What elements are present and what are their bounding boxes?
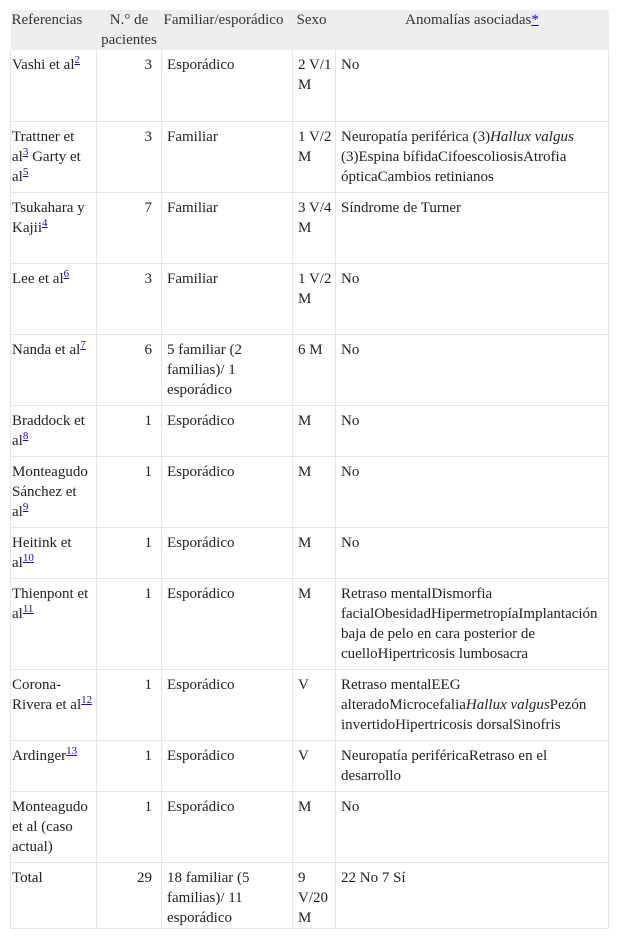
ano-cell: No: [336, 527, 609, 578]
sex-cell: 6 M: [293, 334, 336, 405]
fam-cell: Familiar: [162, 263, 293, 334]
fam-cell: Esporádico: [162, 527, 293, 578]
num-cell: 1: [97, 740, 162, 791]
num-cell: 1: [97, 456, 162, 527]
ref-link[interactable]: 4: [42, 216, 48, 229]
ano-cell: Neuropatía periféricaRetraso en el desarrollo: [336, 740, 609, 791]
num-cell: 1: [97, 527, 162, 578]
ano-cell: [336, 669, 609, 740]
ref-text: Tsukahara y Kajii: [12, 199, 85, 236]
ref-text: Nanda et al: [12, 341, 81, 358]
ref-text-2: Garty et al: [12, 148, 81, 185]
ref-link[interactable]: 13: [66, 744, 78, 757]
table-row: [11, 578, 609, 669]
ref-cell: [11, 334, 97, 405]
fam-cell: 18 familiar (5 familias)/ 11 esporádico: [162, 862, 293, 928]
ref-cell: [11, 740, 97, 791]
ano-cell: No: [336, 50, 609, 121]
ano-cell: 22 No 7 Sí: [336, 862, 609, 928]
fam-cell: Familiar: [162, 192, 293, 263]
ano-text-a: Neuropatía periférica (3): [341, 128, 491, 145]
ano-text-italic: Hallux valgus: [490, 128, 574, 145]
ano-cell: No: [336, 791, 609, 862]
ref-link[interactable]: 11: [22, 602, 34, 615]
table-row: [11, 334, 609, 405]
ref-link[interactable]: 2: [74, 54, 80, 66]
sex-cell: M: [293, 527, 336, 578]
header-anomalias: [336, 10, 609, 50]
ano-cell: No: [336, 405, 609, 456]
fam-cell: Esporádico: [162, 50, 293, 121]
num-cell: 1: [97, 791, 162, 862]
ref-cell: [11, 669, 97, 740]
fam-cell: Esporádico: [162, 578, 293, 669]
fam-cell: Esporádico: [162, 740, 293, 791]
table-row: [11, 405, 609, 456]
header-num-pacientes: N.° de pacientes: [97, 10, 162, 50]
ref-cell: [11, 50, 97, 121]
ref-text: Lee et al: [12, 270, 64, 287]
sex-cell: 2 V/1 M: [293, 50, 336, 121]
ano-cell: No: [336, 334, 609, 405]
sex-cell: 9 V/20 M: [293, 862, 336, 928]
ref-cell: [11, 456, 97, 527]
sex-cell: 1 V/2 M: [293, 121, 336, 192]
header-familiar-esporadico: Familiar/esporádico: [162, 10, 293, 50]
ref-link[interactable]: 9: [22, 500, 29, 513]
fam-cell: Esporádico: [162, 405, 293, 456]
sex-cell: V: [293, 740, 336, 791]
num-cell: 29: [97, 862, 162, 928]
fam-cell: 5 familiar (2 familias)/ 1 esporádico: [162, 334, 293, 405]
num-cell: 1: [97, 669, 162, 740]
footnote-link[interactable]: *: [531, 12, 539, 28]
header-referencias: Referencias: [11, 10, 97, 50]
fam-cell: Esporádico: [162, 456, 293, 527]
ref-cell: [11, 192, 97, 263]
ref-link[interactable]: 3: [22, 145, 29, 158]
sex-cell: M: [293, 578, 336, 669]
ref-text: Heitink et al: [12, 534, 72, 571]
ref-cell: Total: [11, 862, 97, 928]
ano-cell: No: [336, 456, 609, 527]
num-cell: 3: [97, 263, 162, 334]
ref-text: Corona-Rivera et al: [12, 676, 82, 713]
fam-cell: Esporádico: [162, 669, 293, 740]
ref-link[interactable]: 7: [80, 338, 86, 351]
ref-cell: [11, 263, 97, 334]
ref-link[interactable]: 12: [81, 693, 93, 706]
ref-text: Thienpont et al: [12, 585, 89, 622]
num-cell: 1: [97, 578, 162, 669]
sex-cell: V: [293, 669, 336, 740]
num-cell: 6: [97, 334, 162, 405]
sex-cell: 1 V/2 M: [293, 263, 336, 334]
ano-text-c: Pezón invertidoHipertricosis dorsalSinofris: [341, 696, 587, 733]
ref-text: Monteagudo Sánchez et al: [12, 463, 88, 520]
ano-cell: Retraso mentalDismorfia facialObesidadHipermetropíaImplantación baja de pelo en cara posterior de cuelloHipertricosis lumbosacra: [336, 578, 609, 669]
ano-cell: Síndrome de Turner: [336, 192, 609, 263]
ano-text-a: Retraso mentalEEG alteradoMicrocefalia: [341, 676, 466, 713]
ano-text-italic: Hallux valgus: [465, 696, 550, 713]
ano-cell: [336, 121, 609, 192]
num-cell: 3: [97, 50, 162, 121]
table-row: [11, 50, 609, 121]
table-row: [11, 669, 609, 740]
ref-link[interactable]: 6: [63, 267, 70, 280]
table-row: [11, 263, 609, 334]
fam-cell: Esporádico: [162, 791, 293, 862]
num-cell: 3: [97, 121, 162, 192]
ref-text: Vashi et al: [12, 57, 75, 73]
ref-text: Braddock et al: [12, 412, 85, 449]
ano-text-c: (3)Espina bífidaCifoescoliosisAtrofia ópticaCambios retinianos: [341, 148, 567, 185]
header-sexo: Sexo: [293, 10, 336, 50]
ref-link[interactable]: 8: [22, 429, 29, 442]
ref-cell: [11, 527, 97, 578]
ref-cell: Monteagudo et al (caso actual): [11, 791, 97, 862]
table-row-total: [11, 862, 609, 928]
references-table: [10, 10, 609, 929]
table-row: [11, 456, 609, 527]
ano-cell: No: [336, 263, 609, 334]
ref-cell: [11, 121, 97, 192]
num-cell: 1: [97, 405, 162, 456]
ref-link-2[interactable]: 5: [22, 165, 29, 178]
ref-link[interactable]: 10: [22, 551, 34, 564]
ref-cell: [11, 405, 97, 456]
table-row: [11, 791, 609, 862]
table-row: [11, 527, 609, 578]
fam-cell: Familiar: [162, 121, 293, 192]
header-anomalias-label: Anomalías asociadas: [405, 12, 532, 28]
ref-cell: [11, 578, 97, 669]
header-row: [11, 10, 609, 50]
sex-cell: M: [293, 405, 336, 456]
table-row: [11, 121, 609, 192]
table-row: [11, 192, 609, 263]
sex-cell: M: [293, 791, 336, 862]
ref-text: Ardinger: [12, 747, 67, 764]
sex-cell: 3 V/4 M: [293, 192, 336, 263]
table-row: [11, 740, 609, 791]
ref-text: Trattner et al: [12, 128, 75, 165]
num-cell: 7: [97, 192, 162, 263]
sex-cell: M: [293, 456, 336, 527]
